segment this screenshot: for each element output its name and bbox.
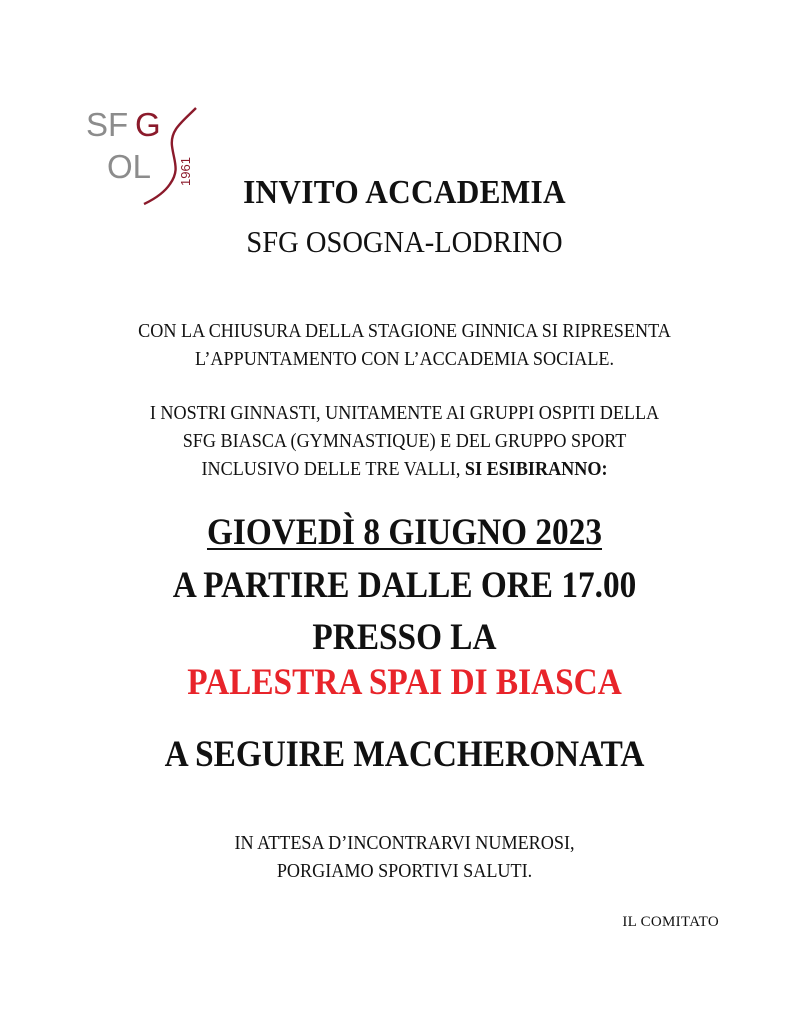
logo-letter-g: G	[135, 106, 161, 143]
event-follow-up: A SEGUIRE MACCHERONATA	[164, 734, 645, 775]
participants-line-3-start: INCLUSIVO DELLE TRE VALLI,	[201, 459, 465, 480]
closing-line-1: IN ATTESA D’INCONTRARVI NUMEROSI,	[234, 833, 575, 854]
event-presso: PRESSO LA	[312, 617, 497, 658]
page-subtitle: SFG OSOGNA-LODRINO	[246, 224, 563, 259]
intro-line-1: CON LA CHIUSURA DELLA STAGIONE GINNICA SI RIPRESENTA	[138, 321, 671, 342]
closing-paragraph	[0, 830, 809, 886]
participants-paragraph	[0, 400, 809, 484]
participants-line-1: I NOSTRI GINNASTI, UNITAMENTE AI GRUPPI OSPITI DELLA	[149, 403, 660, 424]
participants-line-3	[28, 456, 780, 484]
event-date	[40, 511, 768, 554]
logo-letters-sf: SF	[86, 106, 129, 143]
event-time: A PARTIRE DALLE ORE 17.00	[172, 565, 637, 606]
intro-line-2: L’APPUNTAMENTO CON L’ACCADEMIA SOCIALE.	[194, 349, 615, 370]
event-date-text: GIOVEDÌ 8 GIUGNO 2023	[206, 512, 603, 553]
intro-paragraph	[0, 318, 809, 374]
closing-line-2: PORGIAMO SPORTIVI SALUTI.	[276, 861, 533, 882]
signature: IL COMITATO	[622, 914, 719, 930]
page-title: INVITO ACCADEMIA	[243, 174, 566, 211]
event-venue: PALESTRA SPAI DI BIASCA	[187, 662, 622, 703]
logo-year: 1961	[178, 157, 193, 186]
participants-line-2: SFG BIASCA (GYMNASTIQUE) E DEL GRUPPO SPORT	[182, 431, 627, 452]
logo-letters-ol: OL	[107, 148, 152, 185]
participants-line-3-bold: SI ESIBIRANNO:	[464, 459, 608, 480]
